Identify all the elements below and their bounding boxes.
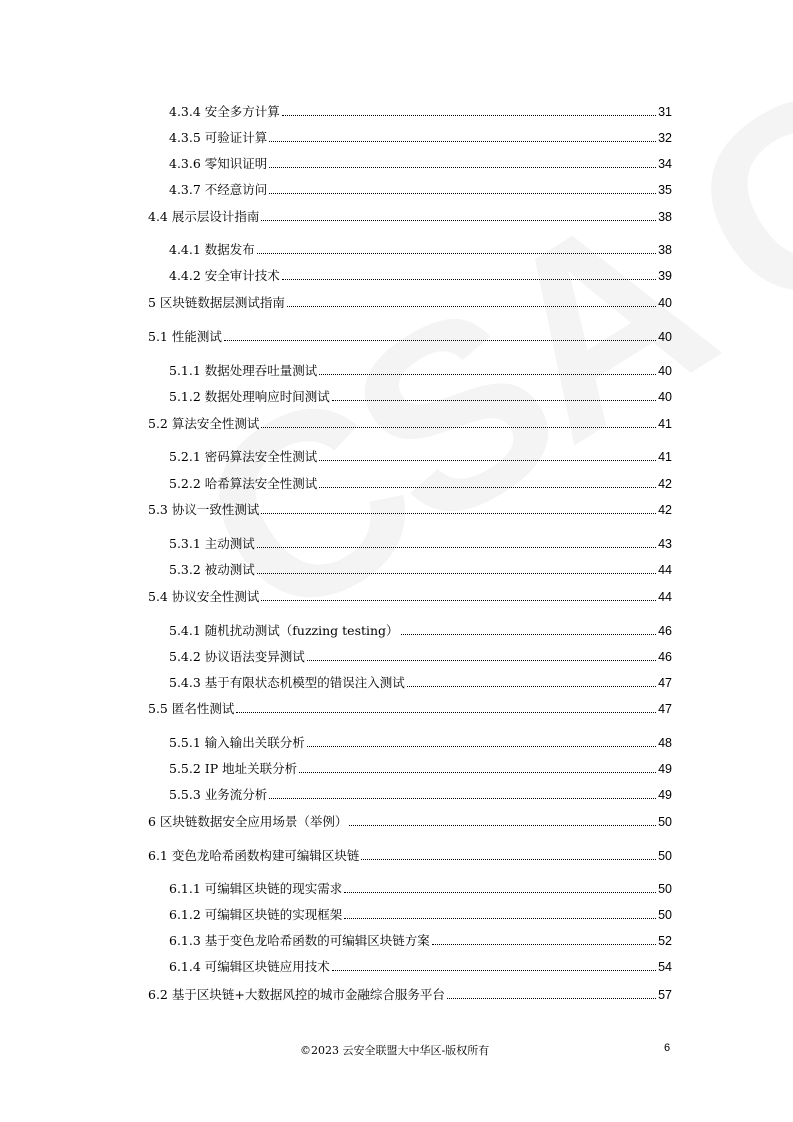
toc-entry-page-number: 44 (658, 590, 672, 604)
toc-entry-page-number: 41 (658, 417, 672, 431)
toc-entry-page-number: 52 (658, 934, 672, 948)
toc-dot-leader (299, 772, 656, 773)
toc-entry[interactable] (169, 152, 672, 172)
toc-entry[interactable] (169, 877, 672, 897)
toc-entry[interactable] (169, 472, 672, 492)
toc-dot-leader (236, 712, 656, 713)
toc-entry-page-number: 40 (658, 296, 672, 310)
toc-entry-title: 6 区块链数据安全应用场景（举例） (148, 814, 348, 829)
toc-entry-title: 6.1.1 可编辑区块链的现实需求 (169, 881, 343, 896)
toc-dot-leader (257, 547, 656, 548)
toc-dot-leader (224, 340, 656, 341)
toc-entry-title: 5.4.1 随机扰动测试（fuzzing testing） (169, 623, 399, 638)
toc-entry[interactable] (148, 412, 672, 432)
toc-entry[interactable] (169, 929, 672, 949)
toc-entry-title: 5.5.2 IP 地址关联分析 (169, 761, 298, 776)
toc-dot-leader (407, 686, 656, 687)
toc-entry-title: 5.3.1 主动测试 (169, 536, 255, 551)
toc-entry-title: 5.5.3 业务流分析 (169, 787, 268, 802)
toc-entry[interactable] (169, 558, 672, 578)
toc-entry-title: 5.1.2 数据处理响应时间测试 (169, 389, 330, 404)
toc-entry-page-number: 31 (658, 105, 672, 119)
toc-entry-title: 4.3.4 安全多方计算 (169, 104, 280, 119)
toc-entry-page-number: 34 (658, 157, 672, 171)
toc-entry-page-number: 39 (658, 269, 672, 283)
toc-entry[interactable] (169, 783, 672, 803)
toc-entry-title: 4.4.2 安全审计技术 (169, 268, 280, 283)
toc-entry-page-number: 57 (658, 988, 672, 1002)
toc-entry-title: 5.5.1 输入输出关联分析 (169, 735, 305, 750)
toc-entry-title: 6.2 基于区块链+大数据风控的城市金融综合服务平台 (148, 987, 445, 1002)
toc-entry-page-number: 44 (658, 563, 672, 577)
toc-dot-leader (257, 253, 656, 254)
toc-dot-leader (257, 573, 656, 574)
toc-entry-page-number: 46 (658, 650, 672, 664)
toc-entry-title: 5 区块链数据层测试指南 (148, 295, 285, 310)
toc-dot-leader (269, 141, 656, 142)
toc-entry-page-number: 35 (658, 183, 672, 197)
toc-entry-page-number: 49 (658, 762, 672, 776)
toc-entry-page-number: 43 (658, 537, 672, 551)
toc-entry-page-number: 42 (658, 503, 672, 517)
toc-entry-title: 5.4.2 协议语法变异测试 (169, 649, 305, 664)
toc-entry[interactable] (169, 619, 672, 639)
toc-dot-leader (344, 892, 656, 893)
toc-dot-leader (307, 660, 656, 661)
toc-entry-page-number: 40 (658, 390, 672, 404)
toc-entry[interactable] (148, 205, 672, 225)
toc-entry[interactable] (148, 983, 672, 1003)
toc-entry-title: 5.3 协议一致性测试 (148, 502, 260, 517)
toc-entry-title: 6.1.4 可编辑区块链应用技术 (169, 959, 330, 974)
toc-entry-title: 4.3.6 零知识证明 (169, 156, 268, 171)
toc-dot-leader (282, 279, 656, 280)
toc-entry-page-number: 48 (658, 736, 672, 750)
toc-entry[interactable] (169, 731, 672, 751)
toc-entry[interactable] (169, 238, 672, 258)
toc-dot-leader (287, 306, 656, 307)
toc-dot-leader (269, 167, 656, 168)
toc-entry-title: 5.2.2 哈希算法安全性测试 (169, 476, 318, 491)
toc-dot-leader (344, 918, 656, 919)
toc-dot-leader (261, 427, 656, 428)
toc-entry-page-number: 40 (658, 330, 672, 344)
toc-entry-title: 6.1.2 可编辑区块链的实现框架 (169, 907, 343, 922)
toc-entry-title: 5.5 匿名性测试 (148, 701, 235, 716)
toc-entry-page-number: 50 (658, 815, 672, 829)
toc-entry-title: 4.3.5 可验证计算 (169, 130, 268, 145)
toc-entry[interactable] (169, 645, 672, 665)
toc-entry[interactable] (169, 671, 672, 691)
toc-dot-leader (349, 825, 656, 826)
toc-entry[interactable] (169, 264, 672, 284)
toc-entry-title: 5.2.1 密码算法安全性测试 (169, 449, 318, 464)
toc-entry[interactable] (148, 291, 672, 311)
toc-entry-page-number: 49 (658, 788, 672, 802)
toc-entry-title: 4.4.1 数据发布 (169, 242, 255, 257)
toc-dot-leader (307, 746, 656, 747)
toc-entry-page-number: 41 (658, 450, 672, 464)
toc-entry[interactable] (148, 844, 672, 864)
footer-page-number: 6 (664, 1042, 671, 1054)
toc-entry-page-number: 50 (658, 849, 672, 863)
toc-entry-page-number: 54 (658, 960, 672, 974)
toc-entry[interactable] (169, 359, 672, 379)
toc-dot-leader (447, 998, 656, 999)
toc-dot-leader (319, 460, 656, 461)
toc-entry-page-number: 38 (658, 210, 672, 224)
toc-entry-title: 5.4.3 基于有限状态机模型的错误注入测试 (169, 675, 405, 690)
toc-entry[interactable] (169, 532, 672, 552)
toc-dot-leader (401, 634, 657, 635)
toc-entry-title: 5.4 协议安全性测试 (148, 589, 260, 604)
toc-entry-page-number: 46 (658, 624, 672, 638)
toc-entry-page-number: 38 (658, 243, 672, 257)
toc-dot-leader (261, 513, 656, 514)
toc-dot-leader (319, 374, 656, 375)
toc-entry-title: 5.2 算法安全性测试 (148, 416, 260, 431)
footer-copyright: ©2023 云安全联盟大中华区-版权所有 (300, 1044, 490, 1057)
toc-entry-page-number: 40 (658, 364, 672, 378)
toc-entry-page-number: 47 (658, 702, 672, 716)
toc-entry[interactable] (169, 955, 672, 975)
toc-entry-title: 5.1 性能测试 (148, 329, 222, 344)
toc-entry[interactable] (148, 585, 672, 605)
toc-dot-leader (282, 115, 656, 116)
toc-dot-leader (361, 859, 656, 860)
toc-dot-leader (432, 944, 656, 945)
toc-entry-title: 5.3.2 被动测试 (169, 562, 255, 577)
toc-entry-page-number: 32 (658, 131, 672, 145)
toc-entry-page-number: 50 (658, 882, 672, 896)
toc-entry-title: 5.1.1 数据处理吞吐量测试 (169, 363, 318, 378)
toc-dot-leader (261, 600, 656, 601)
toc-entry-page-number: 42 (658, 477, 672, 491)
toc-entry[interactable] (169, 178, 672, 198)
toc-entry-title: 6.1.3 基于变色龙哈希函数的可编辑区块链方案 (169, 933, 430, 948)
toc-dot-leader (319, 487, 656, 488)
toc-entry-title: 4.4 展示层设计指南 (148, 209, 260, 224)
toc-entry[interactable] (148, 325, 672, 345)
toc-entry[interactable] (169, 385, 672, 405)
toc-entry[interactable] (169, 100, 672, 120)
toc-entry[interactable] (169, 445, 672, 465)
toc-entry-title: 4.3.7 不经意访问 (169, 182, 268, 197)
toc-dot-leader (261, 220, 656, 221)
toc-dot-leader (269, 193, 656, 194)
toc-entry[interactable] (169, 757, 672, 777)
toc-entry-title: 6.1 变色龙哈希函数构建可编辑区块链 (148, 848, 360, 863)
toc-entry[interactable] (148, 697, 672, 717)
toc-entry-page-number: 47 (658, 676, 672, 690)
toc-entry[interactable] (169, 903, 672, 923)
toc-entry-page-number: 50 (658, 908, 672, 922)
toc-entry[interactable] (148, 810, 672, 830)
toc-dot-leader (269, 798, 656, 799)
toc-dot-leader (332, 970, 656, 971)
toc-dot-leader (332, 400, 656, 401)
toc-entry[interactable] (148, 498, 672, 518)
toc-entry[interactable] (169, 126, 672, 146)
